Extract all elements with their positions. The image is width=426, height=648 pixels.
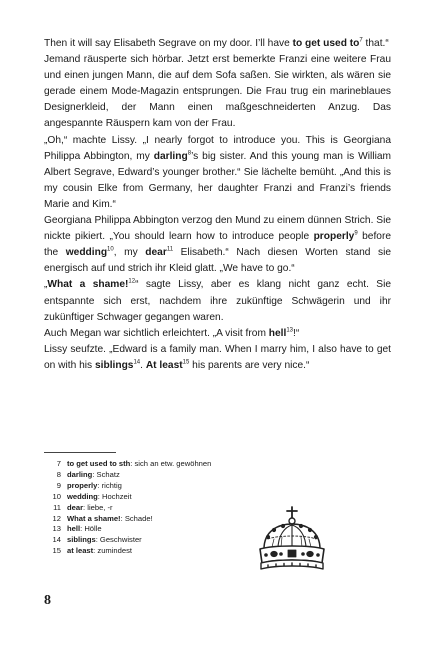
glossary-item [47,524,267,535]
glossary-item [47,459,267,470]
glossary-definition: : liebe, -r [83,502,113,512]
glossary-term: properly [67,480,98,490]
paragraph: „Oh,“ machte Lissy. „I nearly forgot to introduce you. This is Georgiana Philippa Abbington, my darling$^8$’s big sister. And this young man is William Albert Segrave, Edward’s younger brother.“ Sie lächelte bemüht. „And this is my cousin Elke from Germany, her daughter Franzi and Franzi’s friends Marie and Kim.“ [44,134,391,210]
footnote-ref: 12 [128,279,136,286]
glossary-term: wedding [67,491,98,501]
paragraph: Auch Megan war sichtlich erleichtert. „A visit from hell$^{13}$!“ [44,327,300,339]
crown-icon [254,505,330,577]
paragraph: „What a shame!$^{12}$“ sagte Lissy, aber es klang nicht ganz echt. Sie entspannte sich erst, nachdem ihre zukünftige Schwägerin und ihr zukünftiger Schwager gegangen waren. [44,279,391,323]
footnote-ref: 11 [166,246,174,253]
glossary-number: 9 [56,480,61,490]
paragraph: Then it will say Elisabeth Segrave on my door. I’ll have to get used $to^7$ that.“ [44,37,389,49]
vocabulary-glossary [47,459,267,557]
vocab-term: to get used to [292,38,360,49]
glossary-number: 7 [56,459,61,468]
glossary-item [47,492,267,503]
glossary-item [47,546,267,557]
glossary-term: dear [67,502,84,512]
footnote-divider [44,452,116,453]
vocab-term: What a shame! [47,279,129,291]
vocab-term: dear [145,247,167,259]
glossary-number: 10 [52,491,61,501]
glossary-number: 8 [56,469,61,479]
glossary-number: 13 [52,524,61,534]
glossary-term: siblings [67,535,96,545]
glossary-definition: : Schatz [92,469,120,479]
glossary-definition: : sich an etw. gewöhnen [130,459,212,468]
glossary-number: 15 [52,546,61,556]
footnote-ref: 8 [187,150,192,157]
paragraph: Georgiana Philippa Abbington verzog den Mund zu einem dünnen Strich. Sie nickte pikiert. „You should learn how to introduce people properly$^9$ before the wedding$^{10}$, my dear$^{11}$ Elisabeth.“ Nach diesen Worten stand sie energisch auf und strich ihr Kleid glatt. „We have to go.“ [44,215,392,275]
glossary-definition: : zumindest [93,546,133,556]
glossary-term: at least [67,546,94,556]
footnote-ref: 14 [133,359,141,366]
paragraph: Jemand räusperte sich hörbar. Jetzt erst bemerkte Franzi eine weitere Frau und einen jungen Mann, die auf dem Sofa saßen. Sie wirkten, als wären sie gerade einem Mode-Magazin entsprungen. Die Frau trug ein marineblaues Designerkleid, der Mann einen maßgeschneiderten Anzug. Das angespannte Räuspern kam von der Frau. [44,54,391,130]
glossary-term: hell [67,524,81,534]
glossary-definition: : richtig [97,480,122,490]
glossary-definition: : Hölle [80,524,102,534]
glossary-item [47,503,267,514]
footnote-ref: 13 [286,327,294,334]
vocab-term: darling [153,150,188,162]
glossary-term: to get used to sth [67,459,131,468]
page-number: 8 [44,593,51,608]
vocab-term: wedding [65,247,108,259]
footnote-ref: 9 [354,230,358,237]
glossary-number: 12 [52,513,61,523]
glossary-number: 14 [52,535,61,545]
glossary-number: 11 [53,502,61,512]
vocab-term: siblings [94,359,134,371]
footnote-ref: 15 [182,359,190,366]
glossary-term: darling [67,469,93,479]
footnote-ref: 10 [107,246,114,253]
glossary-definition: : Hochzeit [97,491,132,501]
vocab-term: At least [145,359,183,371]
glossary-definition: : Geschwister [95,535,142,545]
glossary-term: What a shame! [67,513,121,523]
vocab-term: properly [313,231,355,243]
glossary-item [47,535,267,546]
glossary-definition: : Schade! [120,513,153,523]
paragraph: Lissy seufzte. „Edward is a family man. When I marry him, I also have to get on with his siblings$^{14}$. At least$^{15}$ his parents are very nice.“ [44,343,391,371]
story-text [44,36,391,374]
footnote-ref: 7 [359,37,363,44]
glossary-item [47,481,267,492]
glossary-item [47,514,267,525]
vocab-term: hell [268,327,287,339]
glossary-item [47,470,267,481]
